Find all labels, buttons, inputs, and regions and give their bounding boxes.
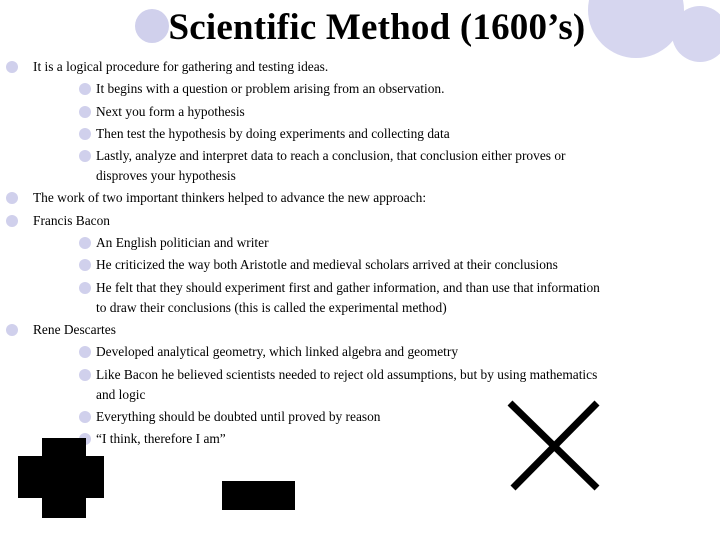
bullet-text-continuation: to draw their conclusions (this is called the experimental method)	[96, 299, 447, 315]
bullet-text-continuation: disproves your hypothesis	[96, 168, 236, 184]
bullet-text: The work of two important thinkers helped to advance the new approach:	[33, 190, 427, 206]
bullet-text: Everything should be doubted until proved by reason	[96, 408, 381, 424]
bullet-text: Next you form a hypothesis	[96, 103, 245, 119]
bullet-text: Rene Descartes	[33, 321, 116, 337]
bullet-text: It begins with a question or problem arising from an observation.	[96, 81, 445, 97]
bullet-text: Like Bacon he believed scientists needed to reject old assumptions, but by using mathematics	[96, 366, 598, 382]
bullet-text: He felt that they should experiment first and gather information, and than use that information	[96, 279, 600, 295]
bullet-text: Francis Bacon	[33, 212, 110, 228]
bullet-text: “I think, therefore I am”	[96, 431, 226, 447]
title-text: Scientific Method (1600’s)	[168, 7, 586, 48]
bullet-text: It is a logical procedure for gathering and testing ideas.	[33, 59, 329, 74]
bullet-text-continuation: and logic	[96, 386, 146, 402]
bullet-text: Then test the hypothesis by doing experiments and collecting data	[96, 125, 450, 141]
bullet-text: Lastly, analyze and interpret data to reach a conclusion, that conclusion either proves or	[96, 148, 566, 164]
bullet-text: He criticized the way both Aristotle and medieval scholars arrived at their conclusions	[96, 257, 558, 273]
bullet-text: An English politician and writer	[96, 235, 269, 251]
bullet-text: Developed analytical geometry, which linked algebra and geometry	[96, 344, 459, 360]
